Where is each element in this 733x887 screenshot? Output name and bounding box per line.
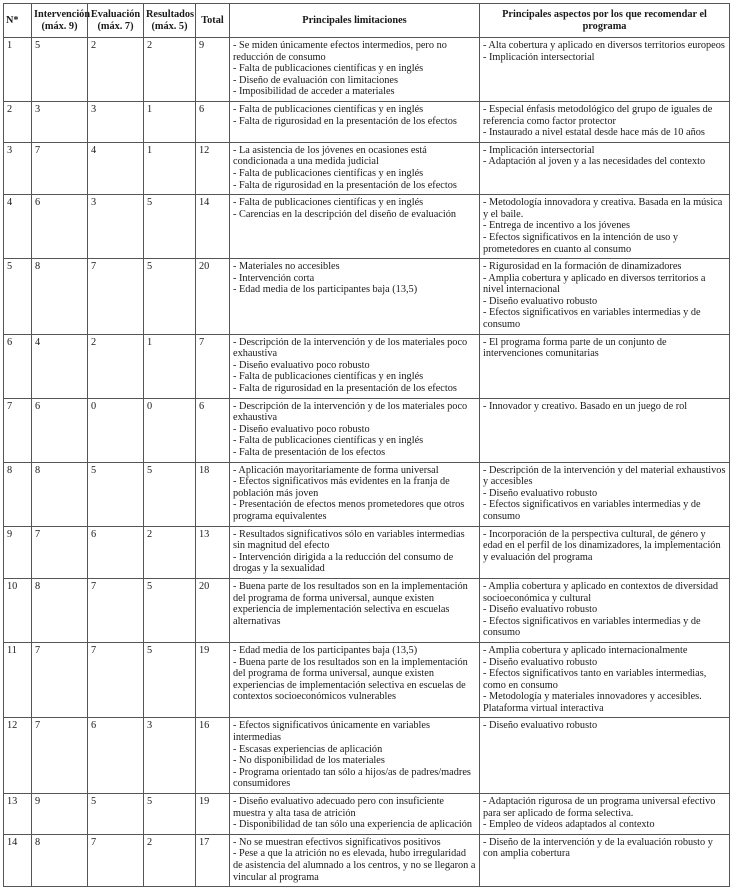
cell-limitaciones [230, 334, 480, 398]
limitation-item: - Edad media de los participantes baja (13,5) [233, 284, 418, 296]
limitation-item: - Intervención dirigida a la reducción del consumo de drogas y la sexualidad [233, 551, 454, 575]
limitation-item: - Descripción de la intervención y de los materiales poco exhaustiva [233, 336, 468, 360]
limitation-item: - Imposibilidad de acceder a materiales [233, 86, 395, 98]
limitation-item: - Intervención corta [233, 272, 315, 284]
cell-recomendar [480, 718, 730, 794]
cell-intervencion: 7 [32, 642, 88, 718]
cell-total: 9 [196, 38, 230, 102]
cell-recomendar [480, 398, 730, 462]
cell-n: 4 [4, 195, 32, 259]
recommendation-item: - Efectos significativos en variables intermedias y de consumo [483, 615, 701, 639]
header-limitaciones: Principales limitaciones [230, 4, 480, 38]
cell-n: 13 [4, 794, 32, 835]
recommendation-item: - Descripción de la intervención y del material exhaustivos y accesibles [483, 464, 726, 488]
limitation-item: - Carencias en la descripción del diseño de evaluación [233, 208, 457, 220]
table-body [4, 38, 730, 887]
recommendation-item: - Innovador y creativo. Basado en un juego de rol [483, 400, 688, 412]
limitation-item: - No se muestran efectivos significativos positivos [233, 836, 441, 848]
recommendation-item: - Diseño evaluativo robusto [483, 656, 598, 668]
limitation-item: - Buena parte de los resultados son en la implementación del programa de forma universal, aunque existen experiencia de implementación selectiva en escuelas alternativas [233, 580, 468, 627]
cell-total: 18 [196, 462, 230, 526]
cell-evaluacion: 7 [88, 578, 144, 642]
cell-resultados: 5 [144, 642, 196, 718]
cell-n: 10 [4, 578, 32, 642]
cell-resultados: 5 [144, 794, 196, 835]
cell-n: 5 [4, 259, 32, 335]
table-row [4, 195, 730, 259]
recommendation-item: - Adaptación rigurosa de un programa universal efectivo para ser aplicado de forma selectiva. [483, 796, 716, 819]
cell-intervencion: 8 [32, 834, 88, 886]
cell-evaluacion: 7 [88, 259, 144, 335]
cell-limitaciones [230, 259, 480, 335]
cell-recomendar [480, 38, 730, 102]
cell-total: 6 [196, 101, 230, 142]
cell-evaluacion: 3 [88, 101, 144, 142]
recommendation-item: - Incorporación de la perspectiva cultural, de género y edad en el perfil de los dinamizadores, la implementación y evaluación del programa [483, 528, 721, 563]
table-row [4, 642, 730, 718]
cell-recomendar [480, 101, 730, 142]
header-intervencion: Intervención (máx. 9) [32, 4, 88, 38]
cell-evaluacion: 2 [88, 38, 144, 102]
cell-resultados: 0 [144, 398, 196, 462]
cell-evaluacion: 4 [88, 142, 144, 194]
limitation-item: - La asistencia de los jóvenes en ocasiones está condicionada a una medida judicial [233, 144, 427, 168]
cell-intervencion: 9 [32, 794, 88, 835]
recommendation-item: - Amplia cobertura y aplicado en diversos territorios a nivel internacional [483, 272, 706, 296]
cell-limitaciones [230, 398, 480, 462]
header-evaluacion: Evaluación (máx. 7) [88, 4, 144, 38]
cell-evaluacion: 7 [88, 642, 144, 718]
cell-n: 3 [4, 142, 32, 194]
limitation-item: - Presentación de efectos menos prometedores que otros programa equivalentes [233, 499, 465, 522]
table-row [4, 334, 730, 398]
cell-resultados: 2 [144, 38, 196, 102]
recommendation-item: - Alta cobertura y aplicado en diversos territorios europeos [483, 40, 725, 51]
cell-total: 12 [196, 142, 230, 194]
cell-limitaciones [230, 195, 480, 259]
cell-intervencion: 3 [32, 101, 88, 142]
table-row [4, 398, 730, 462]
cell-n: 6 [4, 334, 32, 398]
limitation-item: - Falta de rigurosidad en la presentación de los efectos [233, 115, 457, 127]
cell-recomendar [480, 578, 730, 642]
cell-total: 19 [196, 794, 230, 835]
cell-recomendar [480, 334, 730, 398]
recommendation-item: - Diseño de la intervención y de la evaluación robusto y con amplia cobertura [483, 836, 713, 860]
limitation-item: - No disponibilidad de los materiales [233, 755, 385, 767]
cell-recomendar [480, 462, 730, 526]
cell-n: 2 [4, 101, 32, 142]
limitation-item: - Escasas experiencias de aplicación [233, 743, 383, 755]
cell-recomendar [480, 526, 730, 578]
limitation-item: - Descripción de la intervención y de los materiales poco exhaustiva [233, 400, 468, 424]
limitation-item: - Disponibilidad de tan sólo una experiencia de aplicación [233, 819, 473, 831]
recommendation-item: - Metodología innovadora y creativa. Basada en la música y el baile. [483, 197, 723, 220]
cell-limitaciones [230, 142, 480, 194]
limitation-item: - Falta de publicaciones científicas y en inglés [233, 167, 424, 179]
cell-total: 6 [196, 398, 230, 462]
limitation-item: - Falta de publicaciones científicas y en inglés [233, 103, 424, 115]
cell-n: 9 [4, 526, 32, 578]
cell-total: 13 [196, 526, 230, 578]
cell-recomendar [480, 259, 730, 335]
cell-n: 14 [4, 834, 32, 886]
cell-resultados: 5 [144, 259, 196, 335]
cell-resultados: 2 [144, 834, 196, 886]
cell-limitaciones [230, 526, 480, 578]
cell-total: 20 [196, 578, 230, 642]
cell-recomendar [480, 642, 730, 718]
cell-evaluacion: 5 [88, 794, 144, 835]
recommendation-item: - Empleo de vídeos adaptados al contexto [483, 819, 655, 831]
limitation-item: - Buena parte de los resultados son en la implementación del programa de forma universal, aunque existen experiencias de implementación selectiva en escuelas de contextos socioeconómicos vulnerables [233, 656, 468, 703]
recommendation-item: - El programa forma parte de un conjunto de intervenciones comunitarias [483, 336, 667, 360]
recommendation-item: - Metodología y materiales innovadores y accesibles. Plataforma virtual interactiva [483, 691, 702, 714]
recommendation-item: - Amplia cobertura y aplicado internacionalmente [483, 644, 688, 656]
recommendation-item: - Implicación intersectorial [483, 144, 595, 156]
cell-limitaciones [230, 462, 480, 526]
recommendation-item: - Efectos significativos en la intención de uso y prometedores en cuanto al consumo [483, 231, 679, 255]
cell-n: 7 [4, 398, 32, 462]
limitation-item: - Materiales no accesibles [233, 261, 340, 273]
limitation-item: - Programa orientado tan sólo a hijos/as de padres/madres consumidores [233, 766, 471, 790]
table-row [4, 794, 730, 835]
recommendation-item: - Entrega de incentivo a los jóvenes [483, 220, 630, 232]
cell-intervencion: 7 [32, 718, 88, 794]
limitation-item: - Diseño evaluativo poco robusto [233, 423, 370, 435]
cell-intervencion: 7 [32, 526, 88, 578]
limitation-item: - Diseño de evaluación con limitaciones [233, 74, 398, 86]
header-row [4, 4, 730, 38]
recommendation-item: - Efectos significativos en variables intermedias y de consumo [483, 307, 701, 331]
cell-resultados: 1 [144, 101, 196, 142]
cell-evaluacion: 7 [88, 834, 144, 886]
limitation-item: - Falta de presentación de los efectos [233, 447, 386, 458]
table-row [4, 259, 730, 335]
cell-intervencion: 8 [32, 259, 88, 335]
limitation-item: - Resultados significativos sólo en variables intermedias sin magnitud del efecto [233, 528, 465, 552]
table-row [4, 718, 730, 794]
limitation-item: - Falta de publicaciones científicas y en inglés [233, 197, 424, 209]
cell-total: 7 [196, 334, 230, 398]
cell-evaluacion: 0 [88, 398, 144, 462]
cell-limitaciones [230, 834, 480, 886]
cell-evaluacion: 3 [88, 195, 144, 259]
table-row [4, 38, 730, 102]
cell-n: 11 [4, 642, 32, 718]
limitation-item: - Efectos significativos únicamente en variables intermedias [233, 720, 430, 744]
cell-resultados: 1 [144, 142, 196, 194]
cell-total: 19 [196, 642, 230, 718]
header-recomendar: Principales aspectos por los que recomendar el programa [480, 4, 730, 38]
cell-limitaciones [230, 794, 480, 835]
table-row [4, 834, 730, 886]
cell-n: 1 [4, 38, 32, 102]
recommendation-item: - Diseño evaluativo robusto [483, 720, 598, 732]
programs-table [3, 3, 730, 887]
recommendation-item: - Efectos significativos tanto en variables intermedias, como en consumo [483, 668, 707, 691]
table-row [4, 462, 730, 526]
cell-intervencion: 6 [32, 398, 88, 462]
limitation-item: - Falta de publicaciones científicas y en inglés [233, 435, 424, 447]
limitation-item: - Se miden únicamente efectos intermedios, pero no reducción de consumo [233, 40, 447, 63]
cell-total: 17 [196, 834, 230, 886]
cell-recomendar [480, 834, 730, 886]
cell-limitaciones [230, 578, 480, 642]
table-row [4, 101, 730, 142]
table-row [4, 578, 730, 642]
cell-intervencion: 7 [32, 142, 88, 194]
cell-intervencion: 8 [32, 578, 88, 642]
cell-recomendar [480, 794, 730, 835]
cell-resultados: 5 [144, 195, 196, 259]
table-row [4, 526, 730, 578]
cell-intervencion: 4 [32, 334, 88, 398]
limitation-item: - Efectos significativos más evidentes en la franja de población más joven [233, 476, 450, 499]
header-n: N* [4, 4, 32, 38]
table-row [4, 142, 730, 194]
limitation-item: - Diseño evaluativo adecuado pero con insuficiente muestra y alta tasa de atrición [233, 796, 445, 819]
cell-resultados: 5 [144, 578, 196, 642]
cell-total: 20 [196, 259, 230, 335]
cell-evaluacion: 5 [88, 462, 144, 526]
cell-recomendar [480, 195, 730, 259]
cell-recomendar [480, 142, 730, 194]
limitation-item: - Falta de rigurosidad en la presentación de los efectos [233, 179, 457, 191]
recommendation-item: - Diseño evaluativo robusto [483, 487, 598, 499]
limitation-item: - Diseño evaluativo poco robusto [233, 359, 370, 371]
cell-evaluacion: 6 [88, 526, 144, 578]
cell-n: 8 [4, 462, 32, 526]
recommendation-item: - Especial énfasis metodológico del grupo de iguales de referencia como factor protector [483, 103, 713, 127]
cell-limitaciones [230, 718, 480, 794]
cell-evaluacion: 6 [88, 718, 144, 794]
limitation-item: - Aplicación mayoritariamente de forma universal [233, 464, 439, 476]
recommendation-item: - Adaptación al joven y a las necesidades del contexto [483, 156, 706, 168]
limitation-item: - Falta de publicaciones científicas y en inglés [233, 63, 424, 75]
header-total: Total [196, 4, 230, 38]
recommendation-item: - Instaurado a nivel estatal desde hace más de 10 años [483, 127, 705, 139]
cell-intervencion: 8 [32, 462, 88, 526]
cell-resultados: 1 [144, 334, 196, 398]
recommendation-item: - Implicación intersectorial [483, 51, 595, 63]
cell-limitaciones [230, 38, 480, 102]
cell-n: 12 [4, 718, 32, 794]
cell-resultados: 2 [144, 526, 196, 578]
limitation-item: - Falta de rigurosidad en la presentación de los efectos [233, 383, 457, 395]
cell-total: 14 [196, 195, 230, 259]
cell-limitaciones [230, 642, 480, 718]
table-container [3, 3, 729, 887]
cell-intervencion: 6 [32, 195, 88, 259]
header-resultados: Resultados (máx. 5) [144, 4, 196, 38]
cell-intervencion: 5 [32, 38, 88, 102]
limitation-item: - Edad media de los participantes baja (13,5) [233, 644, 418, 656]
cell-evaluacion: 2 [88, 334, 144, 398]
recommendation-item: - Diseño evaluativo robusto [483, 604, 598, 616]
recommendation-item: - Rigurosidad en la formación de dinamizadores [483, 261, 682, 273]
recommendation-item: - Diseño evaluativo robusto [483, 295, 598, 307]
limitation-item: - Falta de publicaciones científicas y en inglés [233, 371, 424, 383]
limitation-item: - Pese a que la atrición no es elevada, hubo irregularidad de asistencia del alumnado a los centros, y no se llegaron a vincular al programa [233, 848, 476, 883]
cell-total: 16 [196, 718, 230, 794]
cell-limitaciones [230, 101, 480, 142]
cell-resultados: 3 [144, 718, 196, 794]
recommendation-item: - Amplia cobertura y aplicado en contextos de diversidad socioeconómica y cultural [483, 580, 719, 604]
cell-resultados: 5 [144, 462, 196, 526]
recommendation-item: - Efectos significativos en variables intermedias y de consumo [483, 499, 701, 522]
